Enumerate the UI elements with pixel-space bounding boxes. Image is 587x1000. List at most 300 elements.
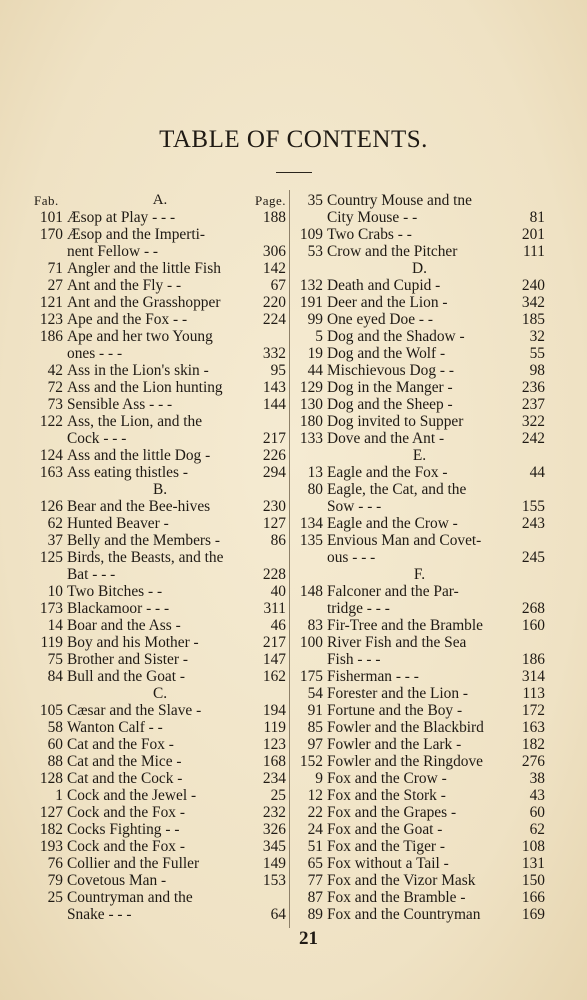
fable-number: 9 — [315, 770, 323, 787]
fable-number: 152 — [299, 753, 323, 770]
toc-entry — [294, 192, 545, 209]
page-ref: 314 — [521, 668, 545, 685]
fable-number: 182 — [39, 821, 63, 838]
fable-number: 25 — [47, 889, 63, 906]
fable-title: Bull and the Goat - — [67, 668, 185, 685]
page-ref: 311 — [263, 600, 286, 617]
left-column — [34, 192, 286, 923]
fable-title: tridge - - - — [327, 600, 390, 617]
fable-title: ones - - - — [67, 345, 123, 362]
fable-number: 191 — [299, 294, 323, 311]
page-ref: 160 — [521, 617, 545, 634]
fable-title: Fox without a Tail - — [327, 855, 449, 872]
page-ref: 143 — [262, 379, 286, 396]
page-ref: 243 — [521, 515, 545, 532]
fable-number: 91 — [307, 702, 323, 719]
column-divider — [289, 190, 290, 928]
toc-entry — [34, 702, 286, 719]
page-ref: 166 — [521, 889, 545, 906]
fable-title: Cock and the Fox - — [67, 804, 185, 821]
toc-entry — [294, 804, 545, 821]
toc-entry — [294, 464, 545, 481]
toc-entry — [294, 345, 545, 362]
page-ref: 188 — [262, 209, 286, 226]
toc-entry — [34, 362, 286, 379]
fable-title: Sow - - - — [327, 498, 382, 515]
fable-title: Two Crabs - - — [327, 226, 412, 243]
toc-entry — [34, 617, 286, 634]
toc-entry — [34, 770, 286, 787]
fable-title: Fowler and the Lark - — [327, 736, 462, 753]
fable-number: 109 — [299, 226, 323, 243]
fable-number: 128 — [39, 770, 63, 787]
fable-title: River Fish and the Sea — [327, 634, 467, 651]
fable-number: 35 — [307, 192, 323, 209]
toc-entry — [294, 583, 545, 600]
fable-number: 135 — [299, 532, 323, 549]
fable-title: Cat and the Mice - — [67, 753, 182, 770]
page-ref: 185 — [521, 311, 545, 328]
page-ref: 60 — [529, 804, 545, 821]
page-ref: 147 — [262, 651, 286, 668]
page-ref: 67 — [270, 277, 286, 294]
page-ref: 217 — [262, 430, 286, 447]
page-ref: 228 — [262, 566, 286, 583]
fable-title: Fir-Tree and the Bramble — [327, 617, 483, 634]
fable-number: 99 — [307, 311, 323, 328]
page-ref: 163 — [521, 719, 545, 736]
fable-number: 105 — [39, 702, 63, 719]
fable-title: nent Fellow - - — [67, 243, 159, 260]
fable-number: 79 — [47, 872, 63, 889]
toc-entry — [294, 430, 545, 447]
fable-number: 97 — [307, 736, 323, 753]
page-ref: 226 — [262, 447, 286, 464]
fable-title: Fox and the Countryman — [327, 906, 481, 923]
toc-entry — [294, 277, 545, 294]
page-header: Page. — [254, 193, 286, 208]
fable-number: 14 — [47, 617, 63, 634]
fable-number: 129 — [299, 379, 323, 396]
fable-title: Fox and the Bramble - — [327, 889, 466, 906]
fable-title: Death and Cupid - — [327, 277, 441, 294]
fable-title: Envious Man and Covet- — [327, 532, 482, 549]
fable-title: Ape and the Fox - - — [67, 311, 188, 328]
page-ref: 127 — [262, 515, 286, 532]
page-ref: 150 — [521, 872, 545, 889]
fable-number: 51 — [307, 838, 323, 855]
page-ref: 25 — [270, 787, 286, 804]
toc-entry — [294, 770, 545, 787]
fable-number: 148 — [299, 583, 323, 600]
fable-title: Cæsar and the Slave - — [67, 702, 202, 719]
fable-title: Fox and the Crow - — [327, 770, 447, 787]
page-ref: 43 — [529, 787, 545, 804]
page-ref: 242 — [521, 430, 545, 447]
fable-title: Dog invited to Supper — [327, 413, 464, 430]
page-ref: 155 — [521, 498, 545, 515]
fable-number: 175 — [299, 668, 323, 685]
page-ref: 149 — [262, 855, 286, 872]
toc-entry — [34, 906, 286, 923]
toc-entry — [34, 396, 286, 413]
fable-number: 89 — [307, 906, 323, 923]
page-ref: 64 — [270, 906, 286, 923]
fable-title: Boy and his Mother - — [67, 634, 199, 651]
page-ref: 55 — [529, 345, 545, 362]
fable-title: Forester and the Lion - — [327, 685, 469, 702]
fable-number: 132 — [299, 277, 323, 294]
fable-title: Fox and the Stork - — [327, 787, 446, 804]
fable-title: Brother and Sister - — [67, 651, 188, 668]
fable-number: 71 — [47, 260, 63, 277]
fable-title: Eagle and the Fox - — [327, 464, 448, 481]
page-ref: 268 — [521, 600, 545, 617]
fable-title: Æsop at Play - - - — [67, 209, 176, 226]
fable-number: 10 — [47, 583, 63, 600]
section-heading: D. — [412, 260, 427, 277]
fable-title: Blackamoor - - - — [67, 600, 170, 617]
toc-entry — [294, 753, 545, 770]
page-ref: 220 — [262, 294, 286, 311]
page-ref: 162 — [262, 668, 286, 685]
toc-entry — [34, 549, 286, 566]
fable-number: 83 — [307, 617, 323, 634]
fable-title: Ass eating thistles - — [67, 464, 188, 481]
page-ref: 306 — [262, 243, 286, 260]
fable-title: Dog and the Shadow - — [327, 328, 465, 345]
fable-number: 100 — [299, 634, 323, 651]
fable-number: 124 — [39, 447, 63, 464]
toc-entry — [294, 243, 545, 260]
page-ref: 342 — [521, 294, 545, 311]
toc-entry — [34, 804, 286, 821]
toc-entry — [294, 481, 545, 498]
toc-entry — [34, 294, 286, 311]
page-ref: 153 — [262, 872, 286, 889]
fable-number: 163 — [39, 464, 63, 481]
toc-entry — [294, 668, 545, 685]
fable-title: Æsop and the Imperti- — [67, 226, 206, 243]
toc-entry — [34, 634, 286, 651]
page-ref: 201 — [521, 226, 545, 243]
fable-number: 133 — [299, 430, 323, 447]
toc-entry — [34, 277, 286, 294]
fable-title: Fortune and the Boy - — [327, 702, 463, 719]
fable-number: 77 — [307, 872, 323, 889]
fable-number: 170 — [39, 226, 63, 243]
page-ref: 144 — [262, 396, 286, 413]
fable-title: Ass and the Lion hunting — [67, 379, 223, 396]
page-ref: 81 — [529, 209, 545, 226]
toc-entry — [34, 430, 286, 447]
section-letter-a: A. — [152, 192, 168, 208]
toc-entry — [294, 634, 545, 651]
toc-entry — [294, 821, 545, 838]
toc-entry — [294, 838, 545, 855]
toc-entry — [34, 583, 286, 600]
fable-title: Mischievous Dog - - — [327, 362, 454, 379]
fable-number: 37 — [47, 532, 63, 549]
right-column — [294, 192, 545, 923]
page-ref: 142 — [262, 260, 286, 277]
fable-number: 127 — [39, 804, 63, 821]
fable-title: Eagle and the Crow - — [327, 515, 458, 532]
fable-number: 22 — [307, 804, 323, 821]
toc-entry — [34, 838, 286, 855]
fable-title: Fox and the Goat - — [327, 821, 443, 838]
fable-title: Collier and the Fuller — [67, 855, 200, 872]
fable-title: Cock - - - — [67, 430, 127, 447]
fable-title: Sensible Ass - - - — [67, 396, 173, 413]
toc-entry — [294, 328, 545, 345]
toc-entry — [34, 787, 286, 804]
fable-title: Bear and the Bee-hives — [67, 498, 211, 515]
toc-entry — [34, 447, 286, 464]
fable-title: Ass in the Lion's skin - — [67, 362, 209, 379]
page-ref: 232 — [262, 804, 286, 821]
fable-title: Cat and the Fox - — [67, 736, 174, 753]
fable-number: 173 — [39, 600, 63, 617]
fable-number: 121 — [39, 294, 63, 311]
fable-title: Falconer and the Par- — [327, 583, 459, 600]
toc-entry — [294, 362, 545, 379]
page-ref: 40 — [270, 583, 286, 600]
page-title: TABLE OF CONTENTS. — [159, 126, 428, 153]
fable-number: 84 — [47, 668, 63, 685]
page-ref: 46 — [270, 617, 286, 634]
fable-number: 76 — [47, 855, 63, 872]
fable-title: Countryman and the — [67, 889, 193, 906]
fab-header: Fab. — [34, 193, 59, 208]
fable-number: 125 — [39, 549, 63, 566]
fable-title: Fisherman - - - — [327, 668, 419, 685]
fable-title: Hunted Beaver - — [67, 515, 169, 532]
toc-entry — [294, 787, 545, 804]
fable-title: Fox and the Tiger - — [327, 838, 445, 855]
fable-number: 19 — [307, 345, 323, 362]
toc-entry — [294, 226, 545, 243]
fable-title: Angler and the little Fish — [67, 260, 221, 277]
fable-number: 42 — [47, 362, 63, 379]
page-ref: 332 — [262, 345, 286, 362]
page-ref: 237 — [521, 396, 545, 413]
toc-entry — [34, 464, 286, 481]
toc-entry — [34, 226, 286, 243]
fable-number: 73 — [47, 396, 63, 413]
fable-number: 27 — [47, 277, 63, 294]
page-number: 21 — [299, 928, 318, 949]
toc-entry — [34, 379, 286, 396]
toc-entry — [34, 668, 286, 685]
fable-number: 5 — [315, 328, 323, 345]
fable-number: 12 — [307, 787, 323, 804]
fable-number: 1 — [55, 787, 63, 804]
fable-title: Birds, the Beasts, and the — [67, 549, 224, 566]
fable-number: 72 — [47, 379, 63, 396]
fable-title: Dog and the Wolf - — [327, 345, 446, 362]
title-rule — [276, 172, 312, 173]
page-ref: 182 — [521, 736, 545, 753]
toc-entry — [34, 532, 286, 549]
page-ref: 95 — [270, 362, 286, 379]
toc-entry — [34, 243, 286, 260]
toc-entry — [34, 413, 286, 430]
fable-title: Ape and her two Young — [67, 328, 213, 345]
fable-title: Dove and the Ant - — [327, 430, 445, 447]
fable-number: 58 — [47, 719, 63, 736]
toc-entry — [294, 736, 545, 753]
page-ref: 294 — [262, 464, 286, 481]
fable-number: 180 — [299, 413, 323, 430]
toc-entry — [34, 872, 286, 889]
toc-entry — [294, 685, 545, 702]
fable-number: 44 — [307, 362, 323, 379]
page-ref: 234 — [262, 770, 286, 787]
toc-entry — [294, 906, 545, 923]
fable-number: 85 — [307, 719, 323, 736]
page-ref: 194 — [262, 702, 286, 719]
fable-title: Fish - - - — [327, 651, 381, 668]
page-ref: 236 — [521, 379, 545, 396]
fable-title: Fowler and the Ringdove — [327, 753, 484, 770]
toc-entry — [294, 396, 545, 413]
toc-entry — [294, 617, 545, 634]
toc-entry — [34, 651, 286, 668]
toc-entry — [34, 260, 286, 277]
toc-entry — [294, 702, 545, 719]
fable-title: Ant and the Grasshopper — [67, 294, 221, 311]
section-heading: F. — [413, 566, 426, 583]
toc-entry — [294, 379, 545, 396]
fable-title: Bat - - - — [67, 566, 116, 583]
fable-title: Cock and the Fox - — [67, 838, 185, 855]
toc-entry — [34, 209, 286, 226]
toc-entry — [294, 549, 545, 566]
toc-entry — [34, 328, 286, 345]
fable-number: 87 — [307, 889, 323, 906]
section-heading: E. — [412, 447, 427, 464]
fable-number: 75 — [47, 651, 63, 668]
page-ref: 345 — [262, 838, 286, 855]
toc-entry — [294, 209, 545, 226]
fable-number: 119 — [40, 634, 63, 651]
fable-title: Fox and the Grapes - — [327, 804, 457, 821]
fable-number: 65 — [307, 855, 323, 872]
page-ref: 240 — [521, 277, 545, 294]
toc-entry — [34, 566, 286, 583]
fable-number: 186 — [39, 328, 63, 345]
toc-entry — [34, 753, 286, 770]
fable-number: 134 — [299, 515, 323, 532]
toc-entry — [294, 311, 545, 328]
page-ref: 322 — [521, 413, 545, 430]
fable-number: 123 — [39, 311, 63, 328]
page-ref: 217 — [262, 634, 286, 651]
fable-number: 54 — [307, 685, 323, 702]
page-ref: 245 — [521, 549, 545, 566]
fable-title: Covetous Man - — [67, 872, 167, 889]
fable-title: Belly and the Members - — [67, 532, 221, 549]
column-header — [34, 192, 286, 209]
right-entries — [294, 192, 545, 923]
page-ref: 276 — [521, 753, 545, 770]
fable-title: Crow and the Pitcher — [327, 243, 458, 260]
fable-number: 80 — [307, 481, 323, 498]
fable-number: 13 — [307, 464, 323, 481]
fable-title: Fox and the Vizor Mask — [327, 872, 476, 889]
toc-entry — [34, 821, 286, 838]
toc-entry — [294, 515, 545, 532]
toc-entry — [34, 600, 286, 617]
page-ref: 98 — [529, 362, 545, 379]
fable-title: Fowler and the Blackbird — [327, 719, 484, 736]
toc-entry — [34, 311, 286, 328]
page-ref: 123 — [262, 736, 286, 753]
toc-entry — [34, 736, 286, 753]
toc-entry — [294, 651, 545, 668]
fable-title: Wanton Calf - - — [67, 719, 163, 736]
toc-entry — [294, 413, 545, 430]
page-ref: 86 — [270, 532, 286, 549]
page-ref: 230 — [262, 498, 286, 515]
fable-title: Dog and the Sheep - — [327, 396, 453, 413]
fable-title: Ass and the little Dog - — [67, 447, 211, 464]
fable-title: Snake - - - — [67, 906, 132, 923]
page-ref: 168 — [262, 753, 286, 770]
fable-title: Dog in the Manger - — [327, 379, 453, 396]
page-ref: 172 — [521, 702, 545, 719]
section-heading: C. — [152, 685, 168, 702]
toc-entry — [294, 532, 545, 549]
toc-entry — [294, 719, 545, 736]
page-ref: 38 — [529, 770, 545, 787]
fable-number: 53 — [307, 243, 323, 260]
page-ref: 113 — [522, 685, 545, 702]
fable-title: Ass, the Lion, and the — [67, 413, 203, 430]
fable-title: ous - - - — [327, 549, 376, 566]
fable-number: 101 — [39, 209, 63, 226]
fable-number: 24 — [307, 821, 323, 838]
page-ref: 326 — [262, 821, 286, 838]
toc-entry — [34, 855, 286, 872]
page-ref: 224 — [262, 311, 286, 328]
page-ref: 62 — [529, 821, 545, 838]
fable-title: Two Bitches - - — [67, 583, 163, 600]
fable-number: 193 — [39, 838, 63, 855]
toc-entry — [294, 498, 545, 515]
toc-entry — [294, 872, 545, 889]
toc-entry — [34, 515, 286, 532]
fable-title: Deer and the Lion - — [327, 294, 448, 311]
fable-number: 88 — [47, 753, 63, 770]
fable-title: City Mouse - - — [327, 209, 418, 226]
fable-number: 126 — [39, 498, 63, 515]
fable-title: Cock and the Jewel - — [67, 787, 197, 804]
page-ref: 108 — [521, 838, 545, 855]
toc-entry — [294, 600, 545, 617]
toc-entry — [294, 855, 545, 872]
page-ref: 111 — [523, 243, 545, 260]
left-entries — [34, 209, 286, 923]
fable-number: 62 — [47, 515, 63, 532]
toc-entry — [294, 889, 545, 906]
toc-entry — [294, 294, 545, 311]
fable-title: Cat and the Cock - — [67, 770, 183, 787]
fable-number: 60 — [47, 736, 63, 753]
toc-entry — [34, 719, 286, 736]
page-ref: 186 — [521, 651, 545, 668]
